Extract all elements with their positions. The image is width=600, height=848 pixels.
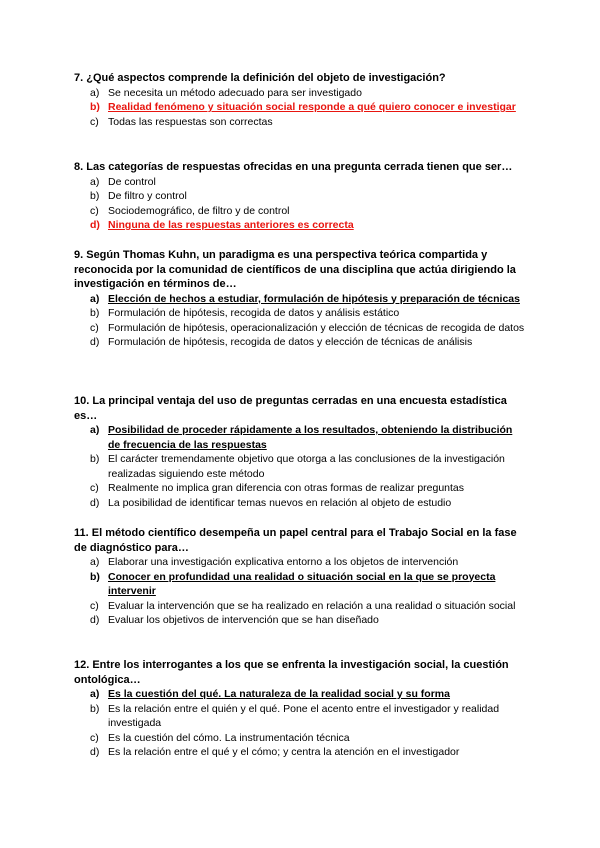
question-title: 11. El método científico desempeña un papel central para el Trabajo Social en la fase de diagnóstico para…: [74, 527, 517, 554]
question-7: [74, 71, 526, 129]
question-title: 10. La principal ventaja del uso de preguntas cerradas en una encuesta estadística es…: [74, 395, 507, 422]
option-label: b): [90, 101, 100, 113]
option-label: a): [90, 688, 100, 700]
option-b-answer: [74, 570, 526, 599]
option-text: Formulación de hipótesis, recogida de datos y elección de técnicas de análisis: [108, 336, 473, 348]
option-a-answer: [74, 423, 526, 452]
option-a-answer: [74, 687, 526, 702]
option-text: De filtro y control: [108, 190, 187, 202]
option-d: [74, 745, 526, 760]
option-text: Evaluar la intervención que se ha realizado en relación a una realidad o situación social: [108, 599, 516, 612]
option-text: El carácter tremendamente objetivo que otorga a las conclusiones de la investigación realizadas siguiendo este método: [108, 453, 505, 480]
question-title: 7. ¿Qué aspectos comprende la definición del objeto de investigación?: [74, 72, 446, 84]
option-a: [74, 555, 526, 570]
option-text: Posibilidad de proceder rápidamente a los resultados, obteniendo la distribución de frecuencia de las respuestas: [108, 424, 513, 451]
option-label: c): [90, 204, 99, 217]
option-label: c): [90, 482, 99, 494]
option-text: Sociodemográfico, de filtro y de control: [108, 204, 290, 217]
option-text: Realidad fenómeno y situación social responde a qué quiero conocer e investigar: [108, 101, 516, 113]
option-label: a): [90, 424, 100, 436]
option-label: d): [90, 746, 100, 758]
option-label: c): [90, 731, 99, 744]
question-12: [74, 658, 526, 760]
option-text: Conocer en profundidad una realidad o situación social en la que se proyecta intervenir: [108, 570, 496, 597]
option-text: Todas las respuestas son correctas: [108, 115, 273, 128]
option-text: Realmente no implica gran diferencia con otras formas de realizar preguntas: [108, 482, 465, 494]
option-label: d): [90, 219, 100, 231]
option-c: [74, 599, 526, 614]
option-label: b): [90, 702, 100, 715]
question-9: [74, 248, 526, 350]
option-label: d): [90, 336, 100, 348]
option-text: Es la relación entre el qué y el cómo; y centra la atención en el investigador: [108, 746, 460, 758]
option-text: Formulación de hipótesis, operacionalización y elección de técnicas de recogida de datos: [108, 321, 525, 334]
option-text: Ninguna de las respuestas anteriores es correcta: [108, 219, 354, 231]
option-label: b): [90, 570, 100, 583]
option-label: a): [90, 292, 100, 305]
option-c: [74, 115, 526, 130]
option-label: b): [90, 307, 100, 319]
option-b-answer: [74, 100, 526, 115]
option-text: Es la cuestión del qué. La naturaleza de la realidad social y su forma: [108, 688, 450, 700]
option-label: c): [90, 321, 99, 334]
question-8: [74, 160, 526, 233]
question-title: 12. Entre los interrogantes a los que se enfrenta la investigación social, la cuestión ontológica…: [74, 659, 509, 686]
option-label: a): [90, 86, 100, 99]
option-label: b): [90, 453, 100, 465]
option-label: d): [90, 614, 100, 626]
option-text: Evaluar los objetivos de intervención que se han diseñado: [108, 614, 379, 626]
option-c: [74, 204, 526, 219]
option-c: [74, 731, 526, 746]
option-label: b): [90, 190, 100, 202]
option-c: [74, 481, 526, 496]
option-text: La posibilidad de identificar temas nuevos en relación al objeto de estudio: [108, 496, 452, 509]
option-label: c): [90, 599, 99, 612]
option-b: [74, 189, 526, 204]
option-d: [74, 613, 526, 628]
option-text: Elaborar una investigación explicativa entorno a los objetos de intervención: [108, 556, 459, 568]
option-a: [74, 86, 526, 101]
option-a-answer: [74, 292, 526, 307]
option-b: [74, 306, 526, 321]
question-11: [74, 526, 526, 628]
option-d: [74, 335, 526, 350]
question-10: [74, 394, 526, 510]
option-label: a): [90, 175, 100, 188]
option-text: Formulación de hipótesis, recogida de datos y análisis estático: [108, 307, 400, 319]
option-a: [74, 175, 526, 190]
option-b: [74, 702, 526, 731]
option-text: Es la cuestión del cómo. La instrumentación técnica: [108, 731, 350, 744]
option-label: a): [90, 556, 100, 568]
option-text: De control: [108, 175, 156, 188]
question-title: 8. Las categorías de respuestas ofrecidas en una pregunta cerrada tienen que ser…: [74, 161, 513, 173]
option-text: Es la relación entre el quién y el qué. Pone el acento entre el investigador y realidad investigada: [108, 702, 500, 729]
option-label: d): [90, 496, 100, 509]
question-title: 9. Según Thomas Kuhn, un paradigma es una perspectiva teórica compartida y reconocida por la comunidad de científicos de una disciplina que actúa dirigiendo la investigación en términos de…: [74, 249, 516, 290]
option-d: [74, 496, 526, 511]
option-b: [74, 452, 526, 481]
option-text: Elección de hechos a estudiar, formulación de hipótesis y preparación de técnicas: [108, 292, 520, 305]
option-label: c): [90, 115, 99, 128]
option-d-answer: [74, 218, 526, 233]
option-text: Se necesita un método adecuado para ser investigado: [108, 86, 362, 99]
option-c: [74, 321, 526, 336]
